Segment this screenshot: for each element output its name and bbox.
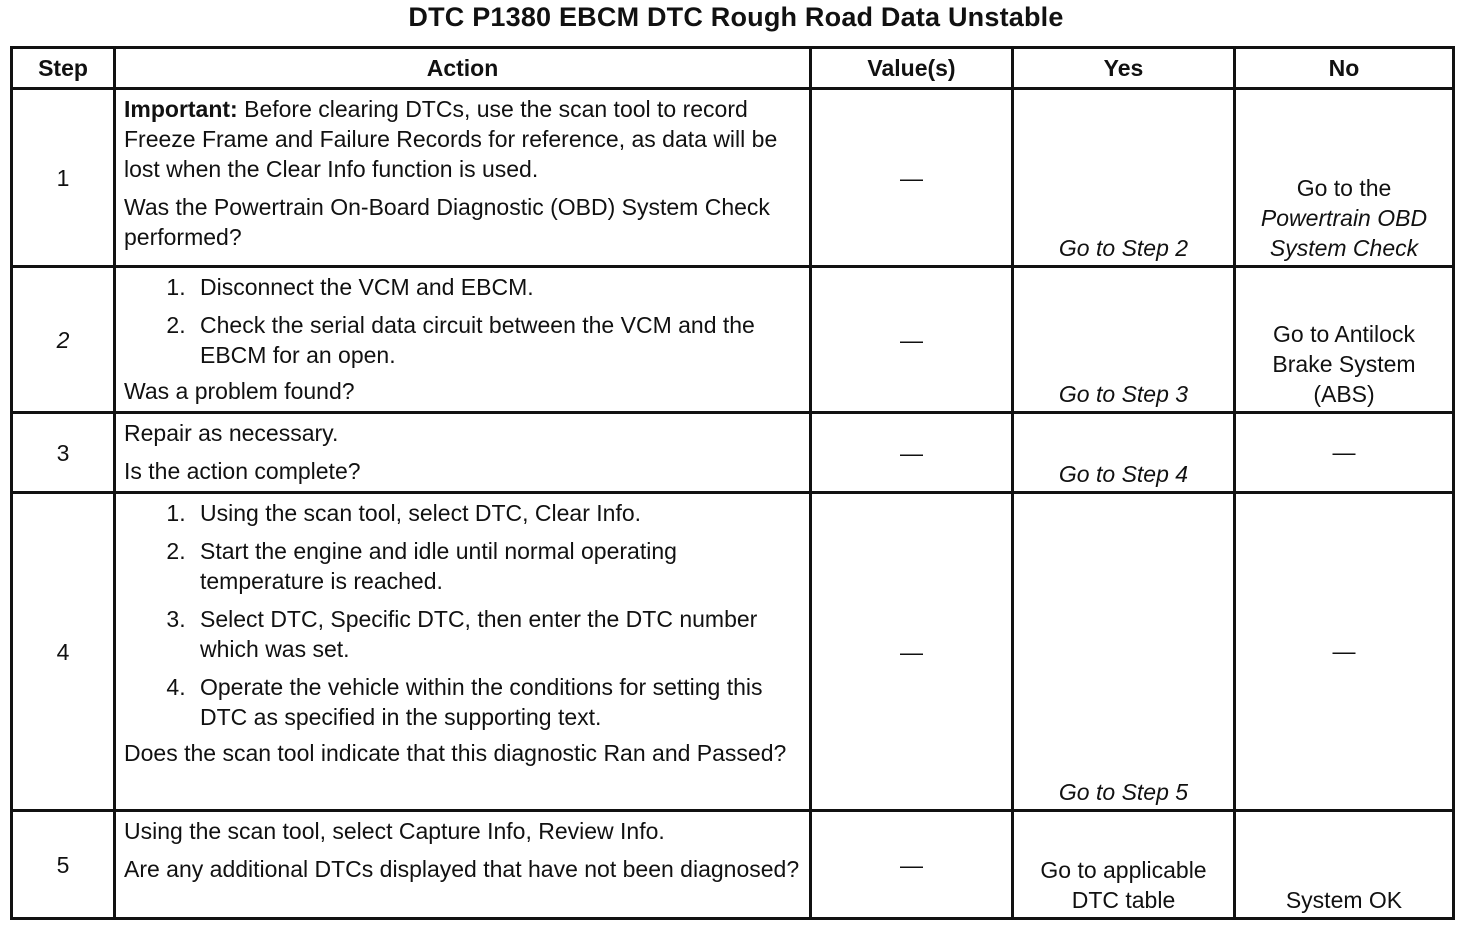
header-yes: Yes — [1013, 48, 1235, 89]
action-list — [124, 498, 801, 732]
action-list-item: 1. Disconnect the VCM and EBCM. — [192, 272, 801, 302]
important-text: Before clearing DTCs, use the scan tool to record Freeze Frame and Failure Records for reference, as data will be lost when the Clear Info function is used. — [124, 96, 778, 182]
header-values: Value(s) — [811, 48, 1013, 89]
no-cell: — — [1235, 493, 1454, 811]
table-row — [12, 413, 1454, 493]
action-cell — [115, 267, 811, 413]
step-number: 4 — [12, 493, 115, 811]
no-line-1: Go to the — [1296, 175, 1392, 201]
action-text: Using the scan tool, select Capture Info, Review Info. — [124, 818, 665, 844]
value-cell: — — [811, 811, 1013, 919]
action-question: Are any additional DTCs displayed that have not been diagnosed? — [124, 856, 800, 882]
no-cell: System OK — [1235, 811, 1454, 919]
yes-cell: Go to applicable DTC table — [1013, 811, 1235, 919]
table-row — [12, 811, 1454, 919]
value-cell: — — [811, 493, 1013, 811]
action-question: Was a problem found? — [124, 378, 355, 404]
no-cell — [1235, 89, 1454, 267]
action-question: Does the scan tool indicate that this diagnostic Ran and Passed? — [124, 740, 787, 766]
important-label: Important: — [124, 96, 238, 122]
action-cell — [115, 89, 811, 267]
document-title: DTC P1380 EBCM DTC Rough Road Data Unstable — [408, 2, 1064, 32]
action-text: Repair as necessary. — [124, 420, 339, 446]
action-list-item: 4. Operate the vehicle within the conditions for setting this DTC as specified in the supporting text. — [192, 672, 801, 732]
header-no: No — [1235, 48, 1454, 89]
step-number: 2 — [12, 267, 115, 413]
action-cell — [115, 413, 811, 493]
action-list-item: 1. Using the scan tool, select DTC, Clear Info. — [192, 498, 801, 528]
table-row — [12, 267, 1454, 413]
header-row — [12, 48, 1454, 89]
step-number: 5 — [12, 811, 115, 919]
action-list-item: 3. Select DTC, Specific DTC, then enter the DTC number which was set. — [192, 604, 801, 664]
step-number: 1 — [12, 89, 115, 267]
action-cell — [115, 493, 811, 811]
action-list — [124, 272, 801, 370]
value-cell: — — [811, 267, 1013, 413]
yes-cell: Go to Step 5 — [1013, 493, 1235, 811]
action-cell — [115, 811, 811, 919]
yes-cell: Go to Step 3 — [1013, 267, 1235, 413]
value-cell: — — [811, 89, 1013, 267]
no-cell: — — [1235, 413, 1454, 493]
yes-cell: Go to Step 2 — [1013, 89, 1235, 267]
action-list-item: 2. Start the engine and idle until normal operating temperature is reached. — [192, 536, 801, 596]
yes-cell: Go to Step 4 — [1013, 413, 1235, 493]
action-list-item: 2. Check the serial data circuit between the VCM and the EBCM for an open. — [192, 310, 801, 370]
header-step: Step — [12, 48, 115, 89]
important-note — [124, 94, 801, 184]
table-row — [12, 493, 1454, 811]
no-cell: Go to Antilock Brake System (ABS) — [1235, 267, 1454, 413]
header-action: Action — [115, 48, 811, 89]
step-number: 3 — [12, 413, 115, 493]
action-question: Is the action complete? — [124, 458, 361, 484]
action-question: Was the Powertrain On-Board Diagnostic (OBD) System Check performed? — [124, 194, 770, 250]
table-row — [12, 89, 1454, 267]
no-line-2: Powertrain OBD System Check — [1260, 205, 1428, 261]
value-cell: — — [811, 413, 1013, 493]
dtc-table — [10, 46, 1455, 920]
